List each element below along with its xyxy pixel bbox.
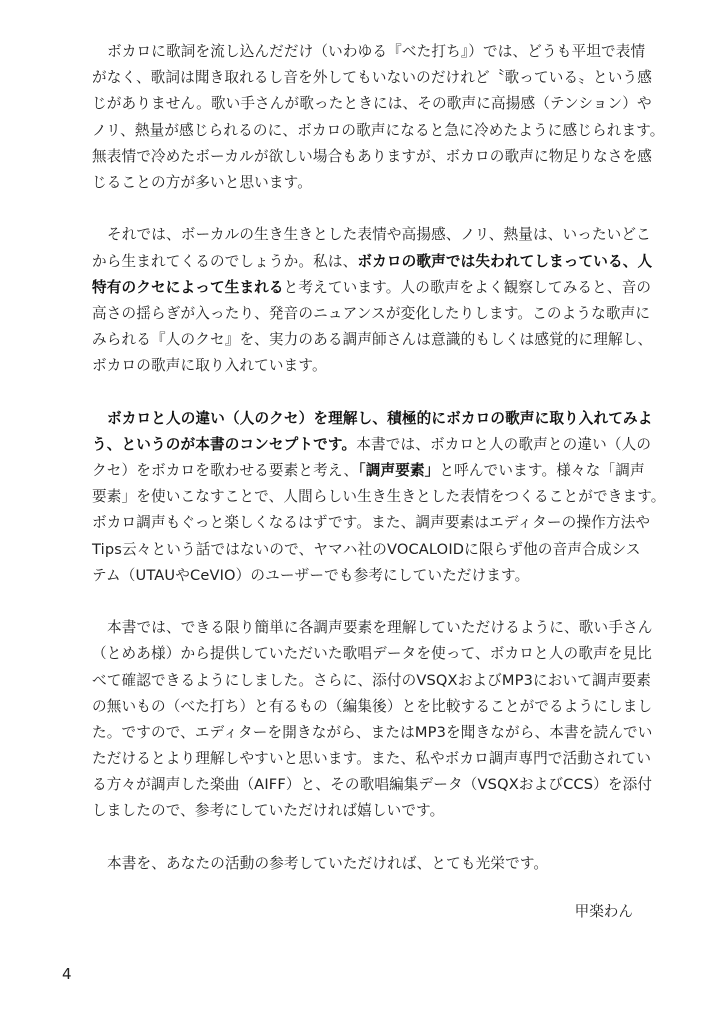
- text-segment: 要素」を使いこなすことで、人間らしい生き生きとした表情をつくることができます。: [92, 488, 666, 506]
- text-segment: テム（UTAUやCeVIO）のユーザーでも参考にしていただけます。: [92, 566, 530, 584]
- text-segment: それでは、ボーカルの生き生きとした表情や高揚感、ノリ、熱量は、いったいどこ: [107, 226, 651, 244]
- text-line: [92, 694, 653, 720]
- text-line: [92, 249, 653, 275]
- bold-text: 特有のクセによって生まれる: [92, 278, 284, 296]
- text-segment: と呼んでいます。様々な「調声: [439, 462, 645, 479]
- text-segment: 無表情で冷めたボーカルが欲しい場合もありますが、ボカロの歌声に物足りなさを感: [92, 147, 652, 165]
- author-signature: 甲楽わん: [574, 903, 633, 920]
- text-line: [92, 144, 652, 170]
- text-line: [92, 720, 653, 746]
- paragraph: [92, 406, 666, 589]
- text-segment: ただけるとより理解しやすいと思います。また、私やボカロ調声専門で活動されてい: [92, 750, 652, 768]
- body-text: [92, 39, 666, 877]
- text-line: [92, 798, 640, 824]
- text-segment: 本書では、ボカロと人の歌声との違い（人の: [356, 435, 652, 453]
- text-line: [92, 484, 666, 510]
- text-line: [92, 353, 640, 379]
- text-line: [92, 432, 652, 458]
- text-line: [92, 641, 652, 667]
- text-line: [92, 851, 640, 877]
- page-number: 4: [62, 965, 72, 983]
- text-segment: ボカロ調声もぐっと楽しくなるはずです。また、調声要素はエディターの操作方法や: [92, 514, 651, 532]
- text-line: [92, 222, 651, 248]
- text-line: [92, 615, 653, 641]
- text-segment: 本書では、できる限り簡単に各調声要素を理解していただけるように、歌い手さん: [107, 619, 653, 637]
- text-segment: べて確認できるようにしました。さらに、添付のVSQXおよびMP3において調声要素: [92, 671, 652, 689]
- text-line: [92, 275, 652, 301]
- text-segment: ボカロの歌声に取り入れています。: [92, 357, 327, 375]
- text-segment: がなく、歌詞は聞き取れるし音を外してもいないのだけれど〝歌っている〟という感: [92, 69, 652, 87]
- text-line: [92, 91, 652, 117]
- bold-text: ボカロと人の違い（人のクセ）を理解し、積極的にボカロの歌声に取り入れてみよ: [107, 409, 653, 427]
- text-line: [92, 118, 665, 144]
- text-segment: じることの方が多いと思います。: [92, 173, 312, 191]
- text-segment: Tips云々という話ではないので、ヤマハ社のVOCALOIDに限らず他の音声合成シス: [92, 540, 641, 558]
- bold-text: ボカロの歌声では失われてしまっている、人: [357, 252, 653, 270]
- paragraph-gap: [92, 379, 640, 405]
- text-segment: 本書を、あなたの活動の参考していただければ、とても光栄です。: [107, 854, 549, 872]
- paragraph: [92, 615, 653, 825]
- text-segment: た。ですので、エディターを開きながら、またはMP3を聞きながら、本書を読んでい: [92, 723, 653, 741]
- text-line: [92, 458, 645, 484]
- text-line: [92, 170, 640, 196]
- text-line: [92, 65, 652, 91]
- paragraph-gap: [92, 589, 640, 615]
- text-line: [92, 301, 651, 327]
- text-segment: しましたので、参考にしていただければ嬉しいです。: [92, 802, 445, 820]
- text-line: [92, 537, 640, 563]
- text-line: [92, 39, 646, 65]
- text-line: [92, 668, 652, 694]
- text-segment: じがありません。歌い手さんが歌ったときには、その歌声に高揚感（テンション）や: [92, 95, 652, 113]
- bold-text: 「調声要素」: [358, 462, 440, 479]
- text-segment: みられる『人のクセ』を、実力のある調声師さんは意識的もしくは感覚的に理解し、: [92, 331, 653, 349]
- text-line: [92, 510, 651, 536]
- text-segment: の無いもの（べた打ち）と有るもの（編集後）とを比較することがでるようにしまし: [92, 697, 653, 715]
- text-line: [92, 746, 652, 772]
- text-line: [92, 327, 653, 353]
- text-segment: る方々が調声した楽曲（AIFF）と、その歌唱編集データ（VSQXおよびCCS）を添付: [92, 776, 653, 794]
- text-segment: （とめあ様）から提供していただいた歌唱データを使って、ボカロと人の歌声を見比: [92, 645, 652, 663]
- bold-text: う、というのが本書のコンセプトです。: [92, 435, 357, 453]
- text-line: [92, 772, 653, 798]
- text-segment: クセ）をボカロを歌わせる要素と考え、: [92, 462, 359, 479]
- text-segment: 高さの揺らぎが入ったり、発音のニュアンスが変化したりします。このような歌声に: [92, 304, 651, 322]
- paragraph: [92, 851, 640, 877]
- text-segment: ノリ、熱量が感じられるのに、ボカロの歌声になると急に冷めたように感じられます。: [92, 121, 665, 139]
- text-segment: ボカロに歌詞を流し込んだだけ（いわゆる『べた打ち』）では、どうも平坦で表情: [107, 43, 646, 60]
- text-segment: から生まれてくるのでしょうか。私は、: [92, 252, 358, 270]
- paragraph-gap: [92, 196, 640, 222]
- text-segment: と考えています。人の歌声をよく観察してみると、音の: [283, 278, 652, 296]
- paragraph-gap: [92, 825, 640, 851]
- paragraph: [92, 39, 665, 196]
- text-line: [92, 563, 640, 589]
- text-line: [92, 406, 653, 432]
- paragraph: [92, 222, 653, 379]
